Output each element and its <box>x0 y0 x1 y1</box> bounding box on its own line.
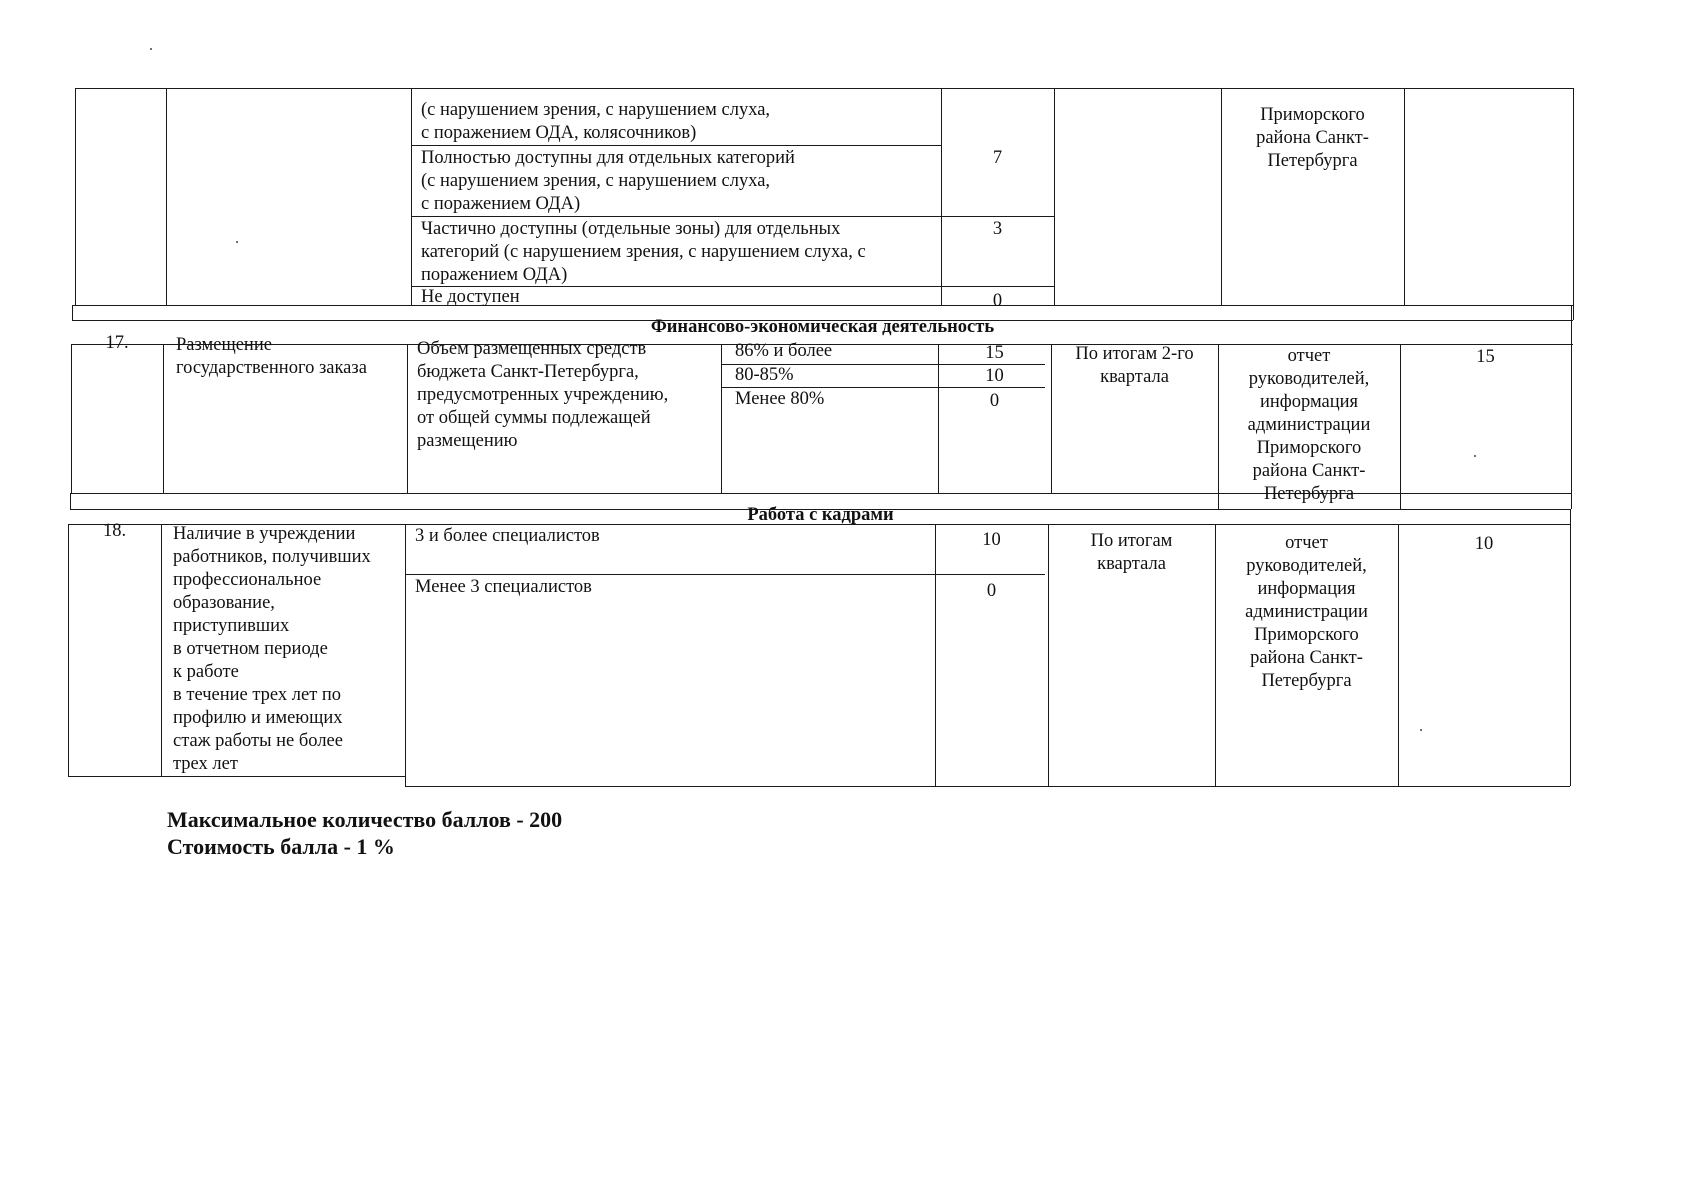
option-partial-categories: Полностью доступны для отдельных категорий (с нарушением зрения, с нарушением слуха, с поражением ОДА) <box>421 148 795 214</box>
option-label: Менее 3 специалистов <box>415 577 592 597</box>
score-partial-categories: 7 <box>992 148 1003 168</box>
section-heading-finance: Финансово-экономическая деятельность <box>650 317 995 337</box>
option-label: 3 и более специалистов <box>415 526 600 546</box>
scan-speck <box>1420 729 1422 731</box>
max-score: 10 <box>1474 534 1494 554</box>
reporting-period: По итогам квартала <box>1090 531 1173 574</box>
source-info: отчет руководителей, информация администрации Приморского района Санкт- Петербурга <box>1245 533 1368 691</box>
option-score: 10 <box>982 530 1001 550</box>
scan-speck <box>150 48 152 50</box>
indicator-description: Объем размещенных средств бюджета Санкт-Петербурга, предусмотренных учреждению, от общей суммы подлежащей размещению <box>417 339 669 451</box>
option-score: 0 <box>989 391 1000 411</box>
scan-speck <box>1474 455 1476 457</box>
option-label: 80-85% <box>735 365 794 385</box>
option-label: 86% и более <box>735 341 833 361</box>
score-partial-zones: 3 <box>992 219 1003 239</box>
max-points-total: Максимальное количество баллов - 200 <box>167 807 563 832</box>
source-info: отчет руководителей, информация администрации Приморского района Санкт- Петербурга <box>1247 346 1371 504</box>
criterion-name: Наличие в учреждении работников, получивших профессиональное образование, приступивших в отчетном периоде к работе в течение трех лет по профилю и имеющих стаж работы не более трех лет <box>173 524 371 774</box>
option-score: 10 <box>985 366 1004 386</box>
option-score: 0 <box>986 581 997 601</box>
option-not-available: Не доступен <box>421 287 520 307</box>
reporting-period: По итогам 2-го квартала <box>1075 344 1194 387</box>
option-partial-zones: Частично доступны (отдельные зоны) для отдельных категорий (с нарушением зрения, с нарушением слуха, с поражением ОДА) <box>421 219 866 285</box>
point-cost: Стоимость балла - 1 % <box>167 834 395 859</box>
accessibility-description: (с нарушением зрения, с нарушением слуха, с поражением ОДА, колясочников) <box>421 100 771 143</box>
score-not-available: 0 <box>992 291 1003 311</box>
section-heading-staff: Работа с кадрами <box>747 505 894 525</box>
row-number: 18. <box>102 521 127 541</box>
option-score: 15 <box>985 343 1004 363</box>
criterion-name: Размещение государственного заказа <box>176 335 367 378</box>
source-info: Приморского района Санкт- Петербурга <box>1256 105 1369 171</box>
option-label: Менее 80% <box>735 389 825 409</box>
scan-speck <box>236 241 238 243</box>
row-number: 17. <box>105 333 129 353</box>
max-score: 15 <box>1476 347 1495 367</box>
